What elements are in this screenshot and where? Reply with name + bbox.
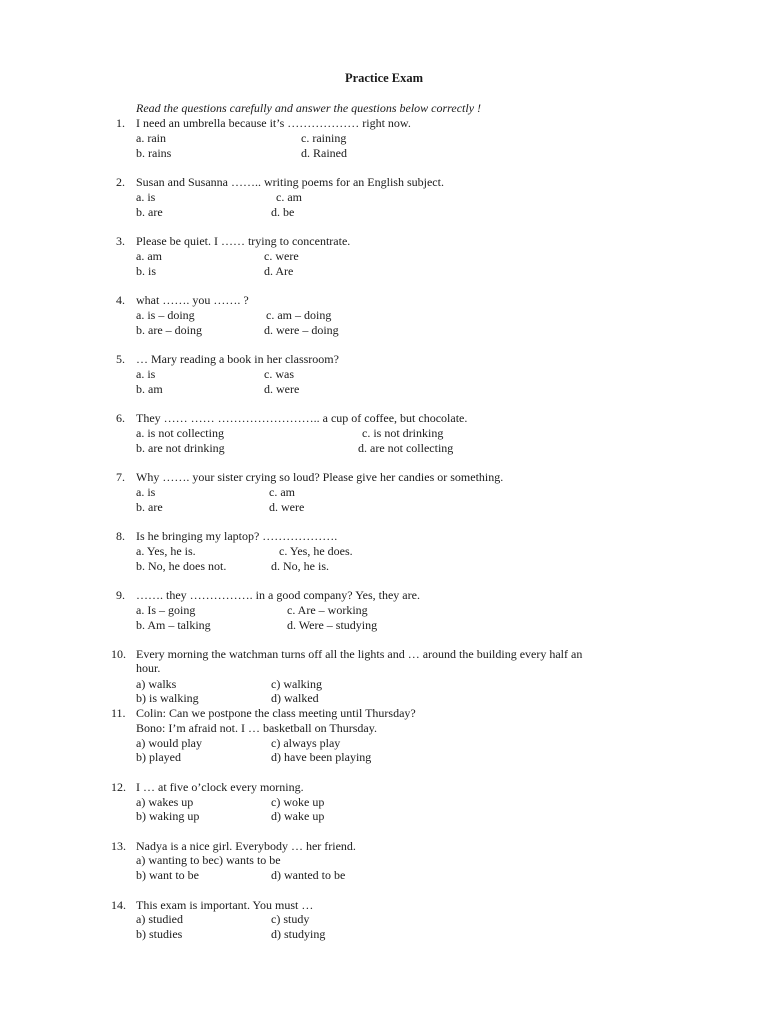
option-c: c. was	[264, 367, 294, 381]
question-number: 1.	[116, 116, 125, 130]
option-c: c. Yes, he does.	[279, 544, 353, 558]
option-b: b) is walking	[136, 691, 199, 705]
option-b: b. rains	[136, 146, 172, 160]
option-a: a. is	[136, 190, 156, 204]
question-stem: Every morning the watchman turns off all the lights and … around the building every half an	[136, 647, 583, 661]
question-stem-continued: hour.	[136, 661, 161, 675]
option-b: b. Am – talking	[136, 618, 211, 632]
option-d: d. Are	[264, 264, 294, 278]
question-stem: Is he bringing my laptop? ……………….	[136, 529, 338, 543]
option-d: d. be	[271, 205, 295, 219]
option-a: a. Yes, he is.	[136, 544, 196, 558]
option-a-c: a) wanting to bec) wants to be	[136, 853, 281, 867]
question-stem: They …… …… …………………….. a cup of coffee, but chocolate.	[136, 411, 468, 425]
option-d: d. were	[264, 382, 300, 396]
option-c: c. raining	[301, 131, 347, 145]
option-d: d) walked	[271, 691, 319, 705]
option-d: d) have been playing	[271, 750, 372, 764]
question-stem: Why ……. your sister crying so loud? Please give her candies or something.	[136, 470, 504, 484]
question-stem: Nadya is a nice girl. Everybody … her friend.	[136, 839, 356, 853]
question-stem: … Mary reading a book in her classroom?	[136, 352, 339, 366]
option-c: c) study	[271, 912, 310, 926]
question-number: 6.	[116, 411, 125, 425]
option-b: b. am	[136, 382, 163, 396]
question-stem: This exam is important. You must …	[136, 898, 314, 912]
option-b: b. are not drinking	[136, 441, 225, 455]
question-number: 11.	[111, 706, 126, 720]
page-title: Practice Exam	[344, 71, 424, 85]
option-b: b) waking up	[136, 809, 200, 823]
question-number: 5.	[116, 352, 125, 366]
question-stem: Susan and Susanna …….. writing poems for an English subject.	[136, 175, 444, 189]
option-a: a) would play	[136, 736, 202, 750]
option-d: d. Rained	[301, 146, 347, 160]
question-stem: what ……. you ……. ?	[136, 293, 249, 307]
option-c: c. were	[264, 249, 299, 263]
option-c: c. am	[269, 485, 295, 499]
option-a: a) studied	[136, 912, 183, 926]
option-d: d) wanted to be	[271, 868, 346, 882]
option-b: b. are	[136, 205, 163, 219]
option-d: d. No, he is.	[271, 559, 329, 573]
question-stem: ……. they ……………. in a good company? Yes, they are.	[136, 588, 420, 602]
option-a: a) wakes up	[136, 795, 194, 809]
option-b: b. No, he does not.	[136, 559, 227, 573]
option-c: c. Are – working	[287, 603, 368, 617]
question-number: 7.	[116, 470, 125, 484]
option-c: c. am – doing	[266, 308, 332, 322]
option-b: b) want to be	[136, 868, 199, 882]
question-number: 12.	[111, 780, 126, 794]
question-number: 4.	[116, 293, 125, 307]
option-a: a) walks	[136, 677, 177, 691]
option-a: a. is	[136, 367, 156, 381]
question-number: 2.	[116, 175, 125, 189]
question-number: 9.	[116, 588, 125, 602]
question-number: 10.	[111, 647, 126, 661]
question-stem: Please be quiet. I …… trying to concentrate.	[136, 234, 351, 248]
option-c: c. is not drinking	[362, 426, 444, 440]
option-d: d. were – doing	[264, 323, 339, 337]
option-a: a. am	[136, 249, 162, 263]
option-d: d) wake up	[271, 809, 325, 823]
option-a: a. is not collecting	[136, 426, 224, 440]
option-d: d. are not collecting	[358, 441, 454, 455]
question-number: 13.	[111, 839, 126, 853]
option-a: a. Is – going	[136, 603, 196, 617]
question-number: 8.	[116, 529, 125, 543]
option-a: a. is	[136, 485, 156, 499]
option-b: b) played	[136, 750, 181, 764]
option-b: b. is	[136, 264, 157, 278]
option-c: c) always play	[271, 736, 341, 750]
instruction-text: Read the questions carefully and answer the questions below correctly !	[136, 101, 482, 115]
option-d: d. Were – studying	[287, 618, 378, 632]
option-b: b) studies	[136, 927, 183, 941]
option-a: a. is – doing	[136, 308, 195, 322]
question-stem: I … at five o’clock every morning.	[136, 780, 304, 794]
option-c: c) walking	[271, 677, 322, 691]
option-a: a. rain	[136, 131, 166, 145]
option-c: c. am	[276, 190, 302, 204]
option-d: d. were	[269, 500, 305, 514]
question-stem-continued: Bono: I’m afraid not. I … basketball on Thursday.	[136, 721, 377, 735]
option-c: c) woke up	[271, 795, 325, 809]
question-stem: Colin: Can we postpone the class meeting until Thursday?	[136, 706, 416, 720]
question-number: 3.	[116, 234, 125, 248]
option-b: b. are	[136, 500, 163, 514]
option-b: b. are – doing	[136, 323, 202, 337]
question-stem: I need an umbrella because it’s ……………… right now.	[136, 116, 411, 130]
option-d: d) studying	[271, 927, 326, 941]
question-number: 14.	[111, 898, 126, 912]
